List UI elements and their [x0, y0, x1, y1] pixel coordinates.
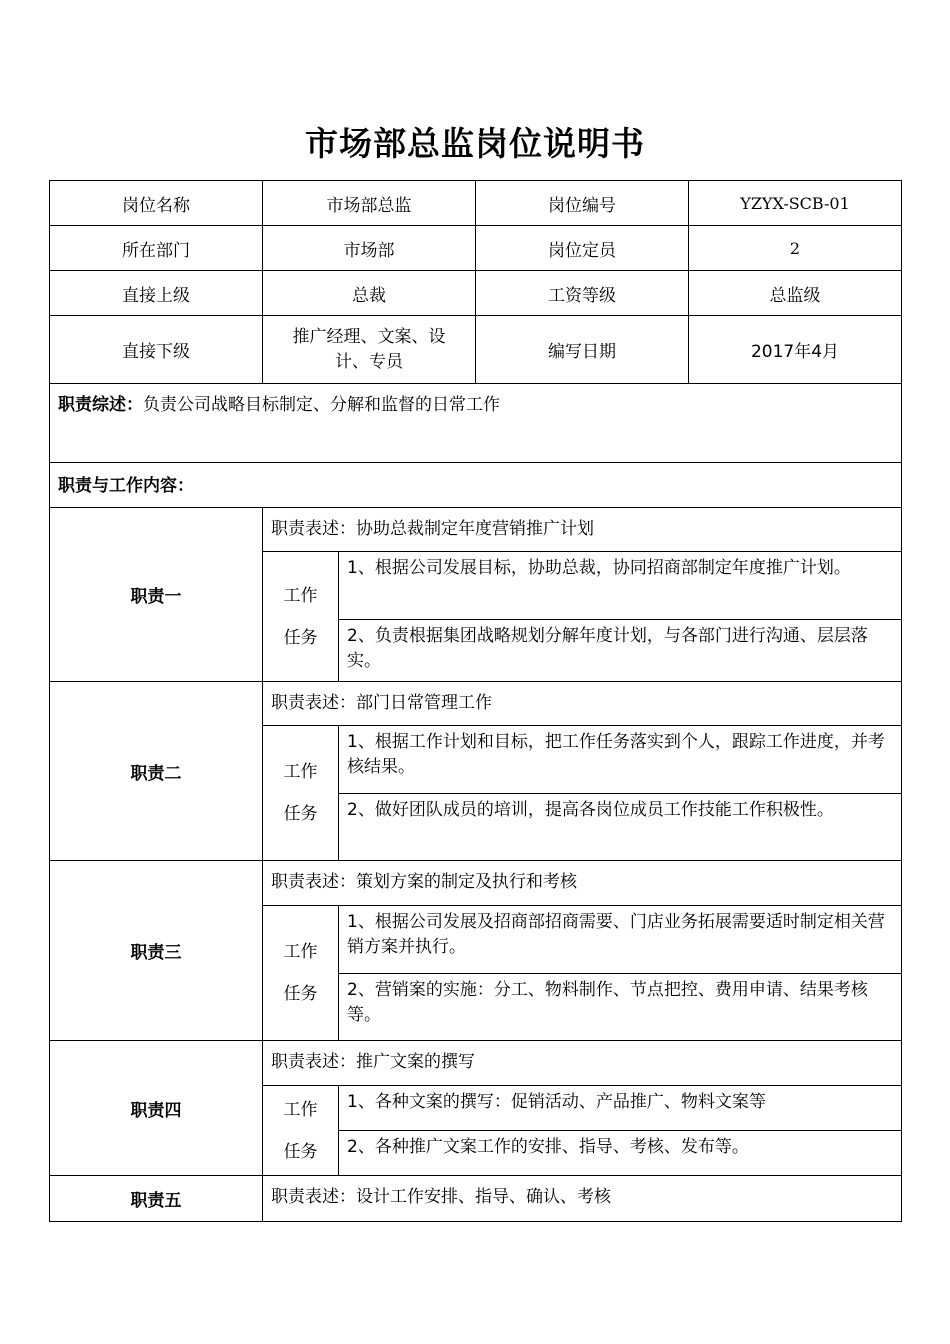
- summary-row: [50, 384, 902, 463]
- value-subordinates: 推广经理、文案、设计、专员: [263, 316, 476, 384]
- value-headcount: 2: [689, 226, 902, 271]
- value-department: 市场部: [263, 226, 476, 271]
- duty-row: [50, 508, 902, 552]
- value-write-date: 2017年4月: [689, 316, 902, 384]
- task-item: 2、做好团队成员的培训，提高各岗位成员工作技能工作积极性。: [339, 794, 902, 861]
- value-position-code: YZYX-SCB-01: [689, 181, 902, 226]
- info-row-4: [50, 316, 902, 384]
- page-title: 市场部总监岗位说明书: [305, 124, 645, 163]
- label-headcount: 岗位定员: [476, 226, 689, 271]
- duty-name: 职责三: [50, 861, 263, 1041]
- duty-description: 职责表述：策划方案的制定及执行和考核: [263, 861, 902, 906]
- task-item: 2、各种推广文案工作的安排、指导、考核、发布等。: [339, 1131, 902, 1176]
- label-write-date: 编写日期: [476, 316, 689, 384]
- duty-description: 职责表述：协助总裁制定年度营销推广计划: [263, 508, 902, 552]
- value-position-name: 市场部总监: [263, 181, 476, 226]
- duty-row: [50, 682, 902, 726]
- duty-name: 职责一: [50, 508, 263, 682]
- label-position-name: 岗位名称: [50, 181, 263, 226]
- task-item: 1、根据工作计划和目标，把工作任务落实到个人，跟踪工作进度，并考核结果。: [339, 726, 902, 794]
- label-salary-grade: 工资等级: [476, 271, 689, 316]
- task-item: 2、负责根据集团战略规划分解年度计划，与各部门进行沟通、层层落实。: [339, 620, 902, 682]
- label-subordinates: 直接下级: [50, 316, 263, 384]
- task-label: 工作 任务: [263, 726, 339, 861]
- duty-description: 职责表述：设计工作安排、指导、确认、考核: [263, 1176, 902, 1222]
- task-label: 工作 任务: [263, 906, 339, 1041]
- duty-name: 职责四: [50, 1041, 263, 1176]
- label-department: 所在部门: [50, 226, 263, 271]
- content-header-row: [50, 463, 902, 508]
- info-row-2: [50, 226, 902, 271]
- value-salary-grade: 总监级: [689, 271, 902, 316]
- task-item: 1、各种文案的撰写：促销活动、产品推广、物料文案等: [339, 1086, 902, 1131]
- label-position-code: 岗位编号: [476, 181, 689, 226]
- task-item: 2、营销案的实施：分工、物料制作、节点把控、费用申请、结果考核等。: [339, 974, 902, 1041]
- job-description-table: [49, 180, 902, 1222]
- duty-row: [50, 1041, 902, 1086]
- task-item: 1、根据公司发展及招商部招商需要、门店业务拓展需要适时制定相关营销方案并执行。: [339, 906, 902, 974]
- duty-name: 职责五: [50, 1176, 263, 1222]
- info-row-3: [50, 271, 902, 316]
- content-label: 职责与工作内容：: [50, 463, 902, 508]
- task-label: 工作 任务: [263, 1086, 339, 1176]
- summary-text: 负责公司战略目标制定、分解和监督的日常工作: [143, 395, 500, 415]
- summary-label: 职责综述：: [58, 395, 143, 415]
- duty-description: 职责表述：部门日常管理工作: [263, 682, 902, 726]
- duty-row: [50, 1176, 902, 1222]
- info-row-1: [50, 181, 902, 226]
- duty-name: 职责二: [50, 682, 263, 861]
- duty-row: [50, 861, 902, 906]
- task-item: 1、根据公司发展目标，协助总裁，协同招商部制定年度推广计划。: [339, 552, 902, 620]
- task-label: 工作 任务: [263, 552, 339, 682]
- value-superior: 总裁: [263, 271, 476, 316]
- label-superior: 直接上级: [50, 271, 263, 316]
- duty-description: 职责表述：推广文案的撰写: [263, 1041, 902, 1086]
